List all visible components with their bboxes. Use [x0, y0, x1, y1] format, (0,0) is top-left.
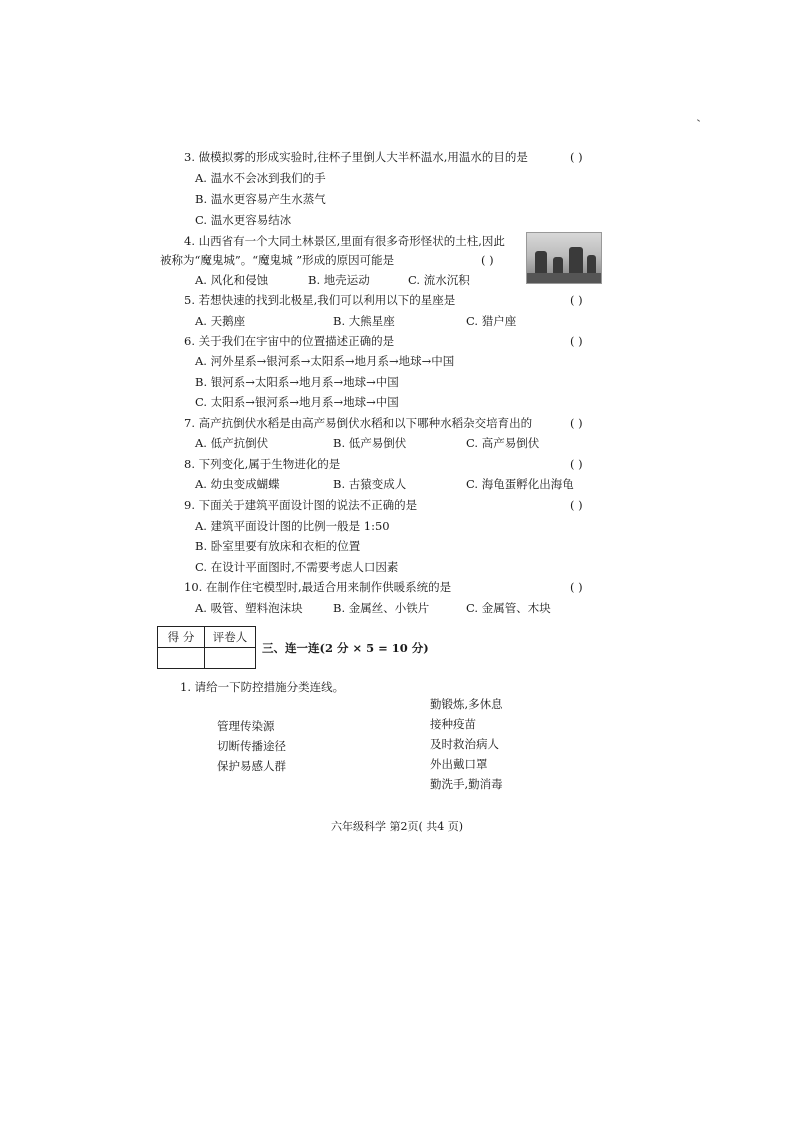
match-right-item[interactable]: 及时救治病人: [430, 737, 499, 751]
question-6-option-a[interactable]: A. 河外星系→银河系→太阳系→地月系→地球→中国: [195, 354, 455, 368]
question-9-answer-blank[interactable]: ( ): [570, 498, 583, 512]
question-5-option-a[interactable]: A. 天鹅座: [195, 314, 246, 328]
question-5-option-b[interactable]: B. 大熊星座: [333, 314, 395, 328]
question-5-option-c[interactable]: C. 猎户座: [466, 314, 517, 328]
question-6-option-c[interactable]: C. 太阳系→银河系→地月系→地球→中国: [195, 395, 399, 409]
question-3-text: 3. 做模拟雾的形成实验时,往杯子里倒人大半杯温水,用温水的目的是: [184, 150, 528, 164]
question-4-text: 4. 山西省有一个大同土林景区,里面有很多奇形怪状的土柱,因此: [184, 234, 505, 248]
question-8-text: 8. 下列变化,属于生物进化的是: [184, 457, 341, 471]
question-6-option-b[interactable]: B. 银河系→太阳系→地月系→地球→中国: [195, 375, 399, 389]
question-3-option-c[interactable]: C. 温水更容易结冰: [195, 213, 292, 227]
scan-speck: [697, 119, 700, 122]
match-left-item[interactable]: 管理传染源: [217, 719, 275, 733]
question-9-text: 9. 下面关于建筑平面设计图的说法不正确的是: [184, 498, 418, 512]
question-7-option-b[interactable]: B. 低产易倒伏: [333, 436, 407, 450]
match-left-item[interactable]: 切断传播途径: [217, 739, 286, 753]
section-3-instruction: 1. 请给一下防控措施分类连线。: [180, 680, 345, 694]
score-label: 得 分: [158, 627, 205, 648]
question-9-option-c[interactable]: C. 在设计平面图时,不需要考虑人口因素: [195, 560, 399, 574]
score-table: [157, 626, 256, 669]
question-5-text: 5. 若想快速的找到北极星,我们可以利用以下的星座是: [184, 293, 456, 307]
earth-forest-photo: [526, 232, 602, 284]
question-8-answer-blank[interactable]: ( ): [570, 457, 583, 471]
match-left-item[interactable]: 保护易感人群: [217, 759, 286, 773]
question-4-text-line2: 被称为“魔鬼城”。“魔鬼城 ”形成的原因可能是: [160, 253, 395, 267]
question-6-text: 6. 关于我们在宇宙中的位置描述正确的是: [184, 334, 395, 348]
question-10-option-a[interactable]: A. 吸管、塑料泡沫块: [195, 601, 303, 615]
question-9-option-b[interactable]: B. 卧室里要有放床和衣柜的位置: [195, 539, 361, 553]
grader-label: 评卷人: [205, 627, 256, 648]
match-right-item[interactable]: 勤洗手,勤消毒: [430, 777, 503, 791]
page-footer: 六年级科学 第2页( 共4 页): [330, 820, 464, 833]
photo-ground: [527, 273, 601, 283]
question-8-option-c[interactable]: C. 海龟蛋孵化出海龟: [466, 477, 574, 491]
question-10-answer-blank[interactable]: ( ): [570, 580, 583, 594]
question-10-option-c[interactable]: C. 金属管、木块: [466, 601, 551, 615]
question-10-option-b[interactable]: B. 金属丝、小铁片: [333, 601, 430, 615]
grader-input-cell[interactable]: [205, 648, 256, 669]
question-5-answer-blank[interactable]: ( ): [570, 293, 583, 307]
question-8-option-a[interactable]: A. 幼虫变成蝴蝶: [195, 477, 280, 491]
question-7-text: 7. 高产抗倒伏水稻是由高产易倒伏水稻和以下哪种水稻杂交培育出的: [184, 416, 533, 430]
question-6-answer-blank[interactable]: ( ): [570, 334, 583, 348]
question-7-option-a[interactable]: A. 低产抗倒伏: [195, 436, 269, 450]
question-4-option-b[interactable]: B. 地壳运动: [308, 273, 370, 287]
match-right-item[interactable]: 勤锻炼,多休息: [430, 697, 503, 711]
match-right-item[interactable]: 外出戴口罩: [430, 757, 488, 771]
question-3-option-b[interactable]: B. 温水更容易产生水蒸气: [195, 192, 326, 206]
question-4-option-a[interactable]: A. 风化和侵蚀: [195, 273, 269, 287]
question-3-answer-blank[interactable]: ( ): [570, 150, 583, 164]
question-4-answer-blank[interactable]: ( ): [481, 253, 494, 267]
question-9-option-a[interactable]: A. 建筑平面设计图的比例一般是 1:50: [195, 519, 390, 533]
question-3-option-a[interactable]: A. 温水不会冰到我们的手: [195, 171, 326, 185]
question-7-option-c[interactable]: C. 高产易倒伏: [466, 436, 540, 450]
question-10-text: 10. 在制作住宅模型时,最适合用来制作供暖系统的是: [184, 580, 452, 594]
section-3-title: 三、连一连(2 分 × 5 = 10 分): [262, 641, 429, 655]
question-8-option-b[interactable]: B. 古猿变成人: [333, 477, 407, 491]
question-4-option-c[interactable]: C. 流水沉积: [408, 273, 470, 287]
score-input-cell[interactable]: [158, 648, 205, 669]
question-7-answer-blank[interactable]: ( ): [570, 416, 583, 430]
match-right-item[interactable]: 接种疫苗: [430, 717, 476, 731]
